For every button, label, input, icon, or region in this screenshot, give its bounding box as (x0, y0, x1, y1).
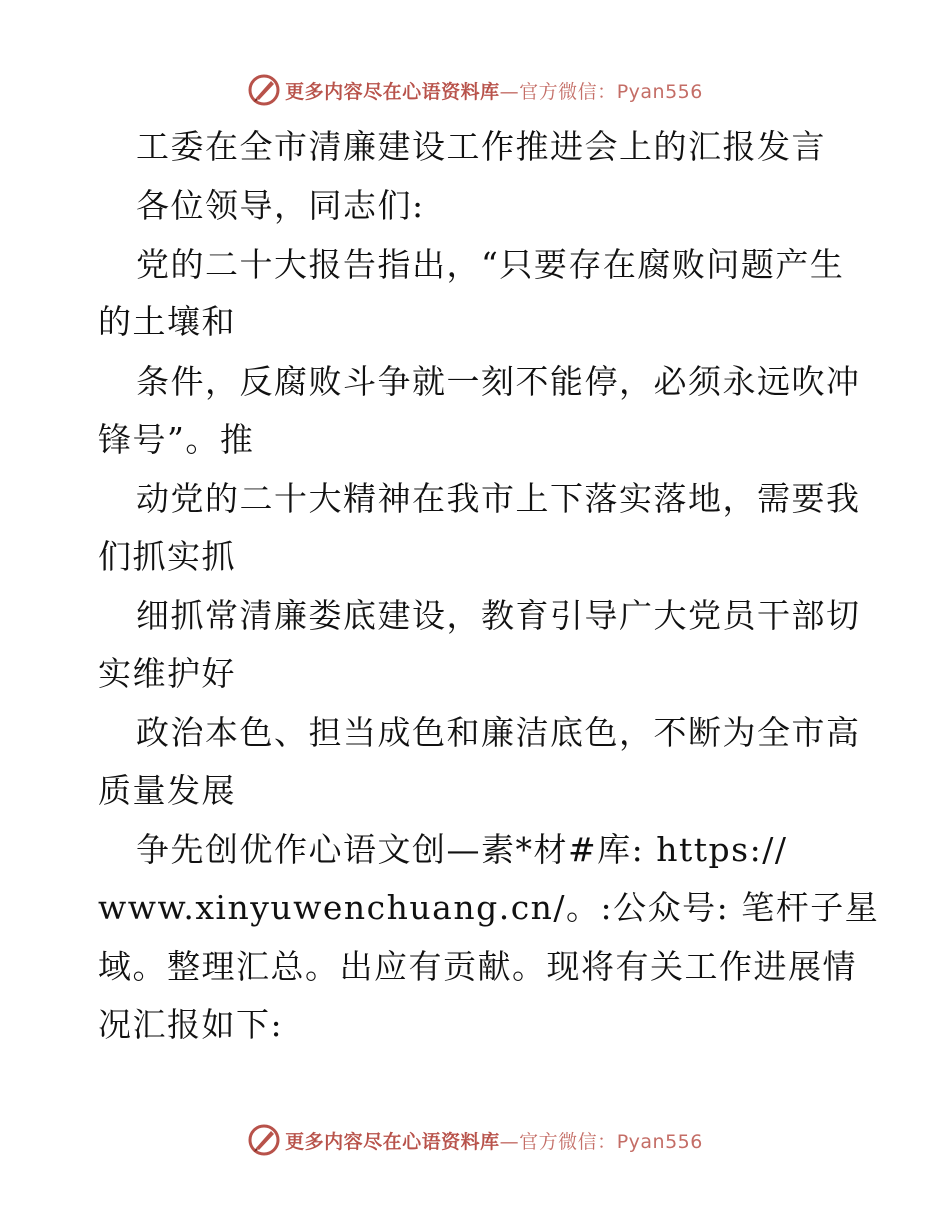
paragraph-line: 域。整理汇总。出应有贡献。现将有关工作进展情 (98, 947, 857, 986)
pen-seal-logo-icon (247, 1123, 281, 1157)
banner-brand: 更多内容尽在心语资料库 (285, 1130, 500, 1153)
banner-separator: — (499, 1130, 520, 1153)
banner-brand: 更多内容尽在心语资料库 (285, 80, 500, 103)
paragraph-line: www.xinyuwenchuang.cn/。:公众号: 笔杆子星 (98, 888, 880, 927)
paragraph-line: 况汇报如下: (98, 1005, 284, 1044)
banner-text (285, 1127, 703, 1154)
paragraph-line: 们抓实抓 (98, 537, 236, 576)
paragraph-line: 实维护好 (98, 654, 236, 693)
paragraph-line: 质量发展 (98, 771, 236, 810)
paragraph-line: 锋号”。推 (98, 420, 255, 459)
banner-wechat-label: 官方微信： (519, 1130, 617, 1153)
salutation: 各位领导，同志们: (136, 186, 425, 225)
paragraph-line: 细抓常清廉娄底建设，教育引导广大党员干部切 (136, 596, 861, 635)
document-title: 工委在全市清廉建设工作推进会上的汇报发言 (136, 127, 826, 166)
banner-separator: — (499, 80, 520, 103)
banner-wechat-id: Pyan556 (616, 1130, 703, 1153)
paragraph-line: 政治本色、担当成色和廉洁底色，不断为全市高 (136, 713, 861, 752)
footer-watermark-banner (0, 1120, 950, 1160)
paragraph-line: 的土壤和 (98, 302, 236, 341)
paragraph-line: 党的二十大报告指出，“只要存在腐败问题产生 (136, 245, 845, 284)
paragraph-line: 条件，反腐败斗争就一刻不能停，必须永远吹冲 (136, 362, 861, 401)
banner-wechat-id: Pyan556 (616, 80, 703, 103)
banner-wechat-label: 官方微信： (519, 80, 617, 103)
paragraph-line: 争先创优作心语文创—素*材#库: https:// (136, 830, 788, 869)
paragraph-line: 动党的二十大精神在我市上下落实落地，需要我 (136, 479, 861, 518)
